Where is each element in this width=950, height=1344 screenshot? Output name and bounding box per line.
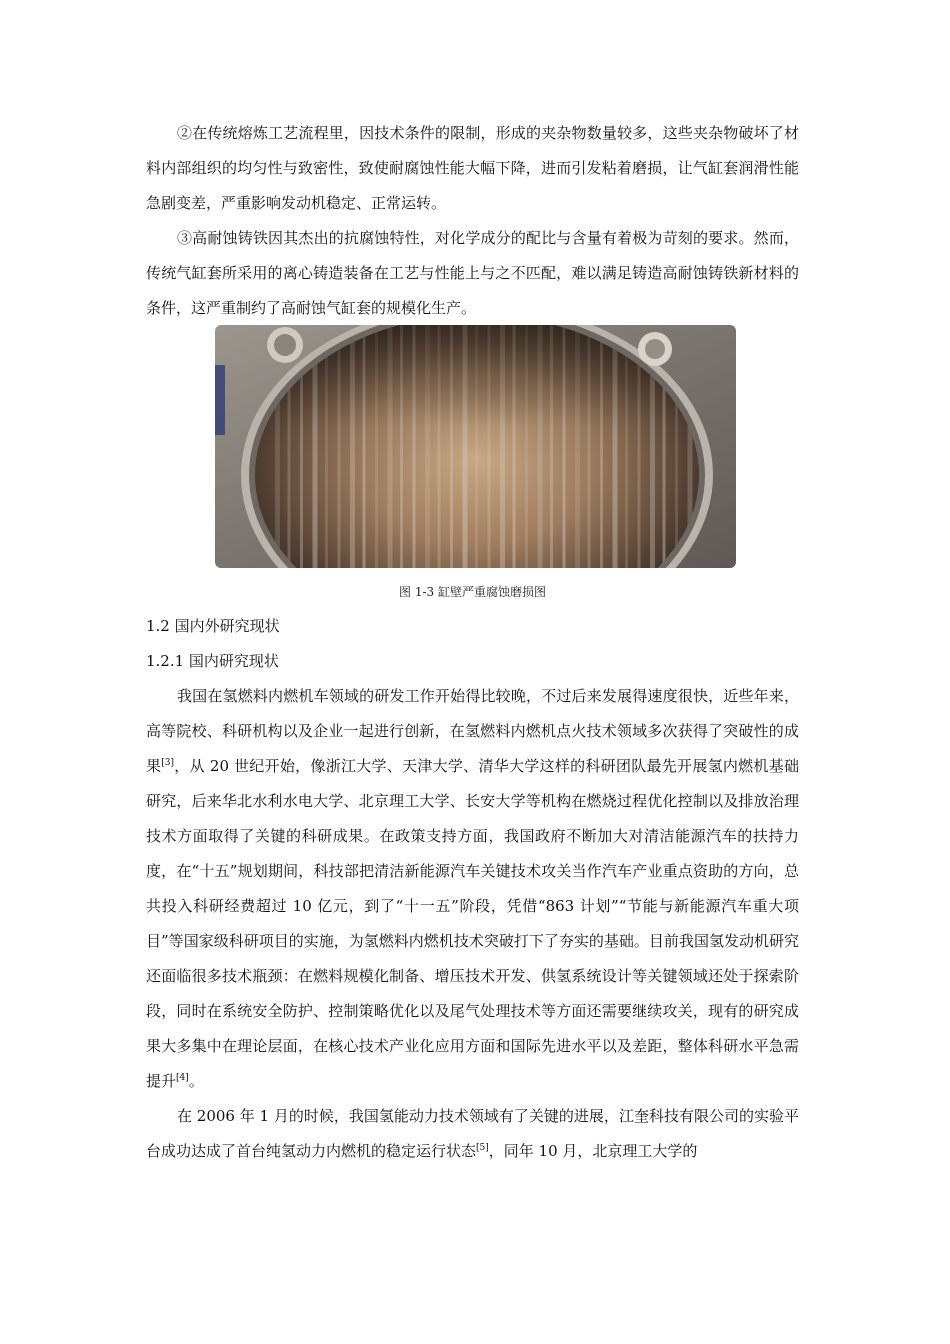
- section-heading: 1.2 国内外研究现状: [146, 617, 280, 635]
- subsection-heading: 1.2.1 国内研究现状: [146, 652, 279, 670]
- cylinder-wall-photo: [215, 325, 736, 568]
- citation-3: [3]: [161, 758, 175, 768]
- text-block-bottom: [146, 609, 799, 1169]
- citation-4: [4]: [176, 1073, 189, 1083]
- text-block-top: [146, 116, 799, 326]
- paragraph-inclusions: ②在传统熔炼工艺流程里，因技术条件的限制，形成的夹杂物数量较多，这些夹杂物破坏了材料内部组织的均匀性与致密性，致使耐腐蚀性能大幅下降，进而引发粘着磨损，让气缸套润滑性能急剧变差，严重影响发动机稳定、正常运转。: [146, 124, 799, 212]
- figure-caption: 图 1-3 缸壁严重腐蚀磨损图: [399, 585, 546, 599]
- p3-text-a: 我国在氢燃料内燃机车领域的研发工作开始得比较晚，不过后来发展得速度很快，近些年来，高等院校、科研机构以及企业一起进行创新，在氢燃料内燃机点火技术领域多次获得了突破性的成果: [146, 687, 799, 775]
- p3-text-c: 。: [188, 1072, 204, 1090]
- paragraph-2006-progress: [146, 1099, 799, 1169]
- citation-5: [5]: [476, 1143, 489, 1153]
- paragraph-domestic-research: [146, 679, 799, 1099]
- p4-text-a: 在 2006 年 1 月的时候，我国氢能动力技术领域有了关键的进展，江奎科技有限公司的实验平台成功达成了首台纯氢动力内燃机的稳定运行状态: [146, 1107, 799, 1160]
- paragraph-corrosion-resistance: ③高耐蚀铸铁因其杰出的抗腐蚀特性，对化学成分的配比与含量有着极为苛刻的要求。然而，传统气缸套所采用的离心铸造装备在工艺与性能上与之不匹配，难以满足铸造高耐蚀铸铁新材料的条件，这严重制约了高耐蚀气缸套的规模化生产。: [146, 229, 799, 317]
- p3-text-b: ，从 20 世纪开始，像浙江大学、天津大学、清华大学这样的科研团队最先开展氢内燃机基础研究，后来华北水利水电大学、北京理工大学、长安大学等机构在燃烧过程优化控制以及排放治理技术方面取得了关键的科研成果。在政策支持方面，我国政府不断加大对清洁能源汽车的扶持力度，在“十五”规划期间，科技部把清洁新能源汽车关键技术攻关当作汽车产业重点资助的方向，总共投入科研经费超过 10 亿元，到了“十一五”阶段，凭借“863 计划”“节能与新能源汽车重大项目”等国家级科研项目的实施，为氢燃料内燃机技术突破打下了夯实的基础。目前我国氢发动机研究还面临很多技术瓶颈：在燃料规模化制备、增压技术开发、供氢系统设计等关键领域还处于探索阶段，同时在系统安全防护、控制策略优化以及尾气处理技术等方面还需要继续攻关，现有的研究成果大多集中在理论层面，在核心技术产业化应用方面和国际先进水平以及差距，整体科研水平急需提升: [146, 757, 799, 1090]
- p4-text-b: ，同年 10 月，北京理工大学的: [488, 1142, 698, 1160]
